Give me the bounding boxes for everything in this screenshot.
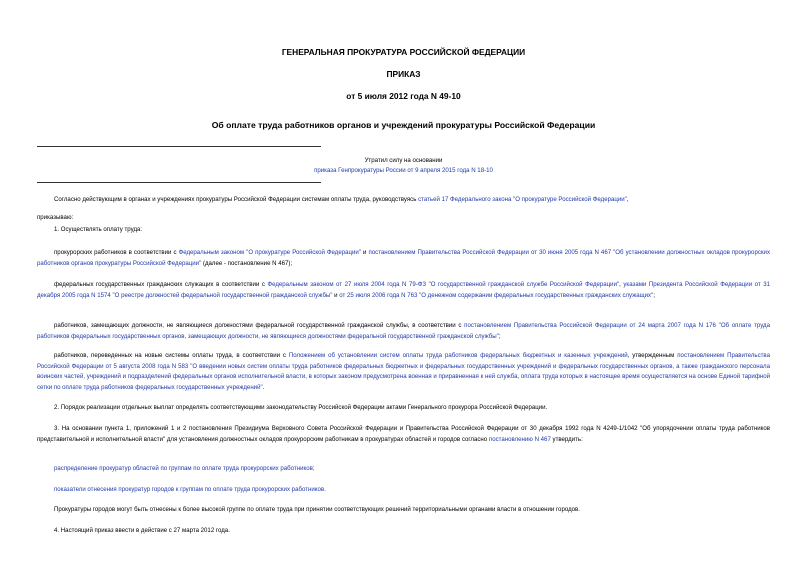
prosecution-law-link[interactable]: Федеральным законом "О прокуратуре Российской Федерации" xyxy=(178,249,361,256)
text: , утвержденным xyxy=(627,352,678,359)
decree-1574-link[interactable]: указами Президента Российской Федерации от 31 декабря 2005 года N 1574 "О реестре должностей федеральной государственной гражданской службы" xyxy=(37,281,770,299)
paragraph-non-service xyxy=(37,321,770,342)
text: утвердить: xyxy=(550,435,583,443)
item-1: 1. Осуществлять оплату труда: xyxy=(54,226,143,233)
intro-text: Согласно действующим в органах и учреждениях прокуратуры Российской Федерации системам оплаты труда, руководствуясь xyxy=(54,196,419,203)
intro-paragraph xyxy=(37,195,770,206)
text: ; xyxy=(653,291,655,299)
paragraph-new-systems xyxy=(37,351,770,393)
text: . xyxy=(262,383,265,391)
text: работников, переведенных на новые системы оплаты труда, в соответствии с xyxy=(54,352,289,359)
item-2: 2. Порядок реализации отдельных выплат определять соответствующими законодательству Российской Федерации актами Генерального прокурора Российской Федерации. xyxy=(54,404,548,411)
pay-systems-regulation-link[interactable]: Положением об установлении систем оплаты труда работников федеральных бюджетных и казенных учреждений xyxy=(288,352,628,359)
resolution-467-ref-link[interactable]: постановлению N 467 xyxy=(488,435,551,443)
order-word: приказываю: xyxy=(37,214,74,221)
text: (далее - постановление N 467); xyxy=(201,259,293,267)
text: и xyxy=(360,249,369,256)
text: федеральных государственных гражданских служащих в соответствии с xyxy=(54,281,268,288)
divider-bottom xyxy=(37,182,321,183)
text: и xyxy=(332,291,340,299)
document-title: Об оплате труда работников органов и учреждений прокуратуры Российской Федерации xyxy=(211,120,596,130)
civil-service-law-link[interactable]: Федеральным законом от 27 июля 2004 года N 79-ФЗ "О государственной гражданской службе Российской Федерации" xyxy=(267,281,620,288)
paragraph-cities: Прокуратуры городов могут быть отнесены к более высокой группе по оплате труда при принятии соответствующих решений территориальными органами власти в отношении городов. xyxy=(54,506,580,513)
status-link[interactable]: приказа Генпрокуратуры России от 9 апреля 2015 года N 18-10 xyxy=(314,167,493,174)
resolution-176-link[interactable]: постановлением Правительства Российской Федерации от 24 марта 2007 года N 176 "Об оплате труда работников федеральных государственных органов, замещающих должности, не являющиеся должностями федеральной государственной гражданской службы" xyxy=(37,322,770,340)
paragraph-civil-servants xyxy=(37,280,770,301)
item-3 xyxy=(37,424,770,445)
text: прокурорских работников в соответствии с xyxy=(54,249,179,256)
divider-top xyxy=(37,146,321,147)
text: , xyxy=(619,281,624,288)
resolution-583-link[interactable]: постановлением Правительства Российской Федерации от 5 августа 2008 года N 583 "О введении новых систем оплаты труда работников федеральных бюджетных и федеральных государственных учреждений и федеральных государственных органов, а также гражданского персонала воинских частей, учреждений и подразделений федеральных органов исполнительной власти, в которых законом предусмотрена военная и приравненная к ней служба, оплата труда которых в настоящее время осуществляется на основе Единой тарифной сетки по оплате труда работников федеральных государственных учреждений" xyxy=(37,352,770,391)
doc-type-heading: ПРИКАЗ xyxy=(386,69,421,79)
agency-heading: ГЕНЕРАЛЬНАЯ ПРОКУРАТУРА РОССИЙСКОЙ ФЕДЕРАЦИИ xyxy=(281,47,526,57)
paragraph-prosecutors xyxy=(37,248,770,269)
intro-end: , xyxy=(626,196,629,203)
date-number-heading: от 5 июля 2012 года N 49-10 xyxy=(346,91,461,101)
text: ; xyxy=(498,332,501,340)
decree-763-link[interactable]: от 25 июля 2006 года N 763 "О денежном содержании федеральных государственных гражданских служащих" xyxy=(339,291,654,299)
text: работников, замещающих должности, не являющиеся должностями федеральной государственной гражданской службы, в соответствии с xyxy=(54,322,465,329)
resolution-467-link[interactable]: постановлением Правительства Российской Федерации от 30 июня 2005 года N 467 "Об установлении должностных окладов прокурорских работников органов прокуратуры Российской Федерации" xyxy=(37,249,770,267)
status-note: Утратил силу на основании xyxy=(364,157,443,164)
city-groups-indicators-link[interactable]: показатели отнесения прокуратур городов к группам по оплате труда прокурорских работников. xyxy=(54,486,326,493)
item-4: 4. Настоящий приказ ввести в действие с 27 марта 2012 года. xyxy=(54,527,230,534)
regions-distribution-link[interactable]: распределение прокуратур областей по группам по оплате труда прокурорских работников; xyxy=(54,465,315,472)
law-article-link[interactable]: статьей 17 Федерального закона "О прокуратуре Российской Федерации" xyxy=(418,196,627,203)
text: 3. На основании пункта 1, приложений 1 и 2 постановления Президиума Верховного Совета Российской Федерации и Правительства Российской Федерации от 30 декабря 1992 года N 4249-1/1042 "Об упорядочении оплаты труда работников представительной и исполнительной власти" для установления должностных окладов прокурорским работникам в прокуратурах областей и городов согласно xyxy=(37,425,770,443)
